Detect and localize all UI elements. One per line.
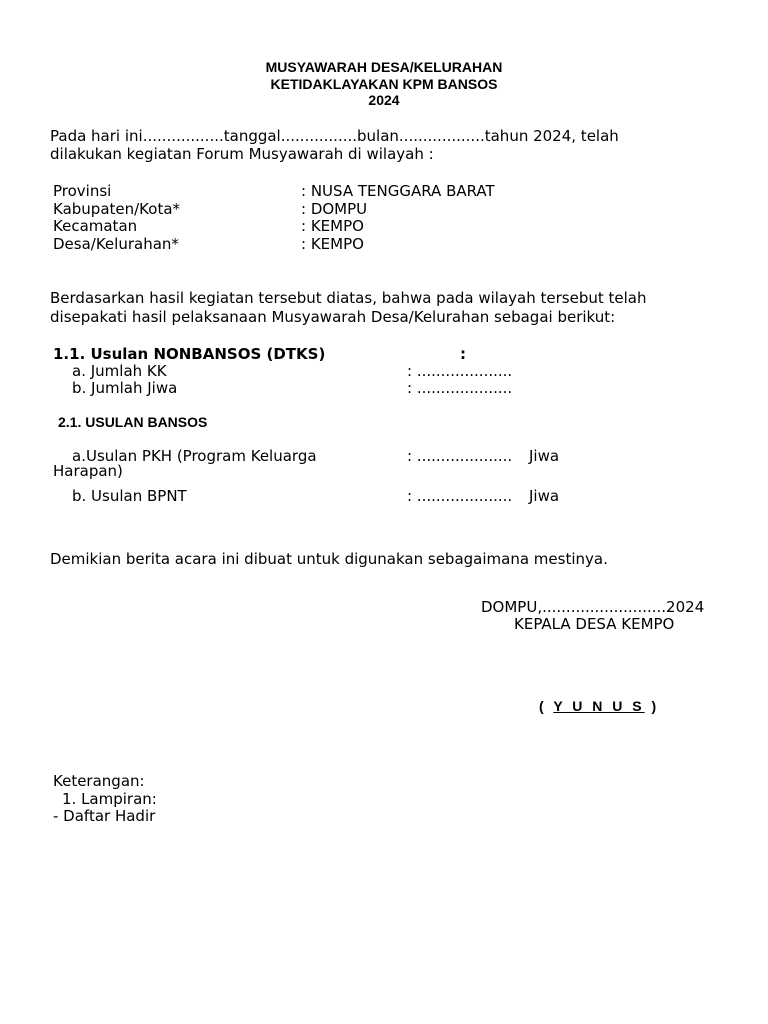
bansos-pkh-value: : ....................	[407, 447, 513, 465]
notes-item-daftar-hadir: - Daftar Hadir	[53, 807, 156, 825]
notes-item-lampiran: 1. Lampiran:	[62, 790, 157, 808]
bansos-bpnt-value: : ....................	[407, 487, 513, 505]
signature-open-paren: (	[539, 698, 547, 714]
basis-line-2: disepakati hasil pelaksanaan Musyawarah Desa/Kelurahan sebagai berikut:	[50, 308, 616, 326]
signature-name	[539, 698, 659, 715]
nonbansos-heading: 1.1. Usulan NONBANSOS (DTKS)	[53, 345, 326, 363]
signature-position: KEPALA DESA KEMPO	[514, 615, 675, 633]
nonbansos-item-kk-label: a. Jumlah KK	[72, 362, 167, 380]
document-title-line-1: MUSYAWARAH DESA/KELURAHAN	[265, 59, 503, 75]
region-value-kecamatan: : KEMPO	[301, 217, 364, 235]
bansos-heading: 2.1. USULAN BANSOS	[58, 414, 208, 430]
bansos-pkh-unit: Jiwa	[529, 447, 560, 465]
bansos-pkh-label-line-2: Harapan)	[53, 462, 123, 480]
nonbansos-item-kk-value: : ....................	[407, 362, 513, 380]
closing-statement: Demikian berita acara ini dibuat untuk digunakan sebagaimana mestinya.	[50, 550, 608, 568]
intro-line-2: dilakukan kegiatan Forum Musyawarah di wilayah :	[50, 145, 434, 163]
document-title-line-2: KETIDAKLAYAKAN KPM BANSOS	[270, 76, 498, 92]
region-value-kabupaten: : DOMPU	[301, 200, 368, 218]
region-value-provinsi: : NUSA TENGGARA BARAT	[301, 182, 495, 200]
region-label-kabupaten: Kabupaten/Kota*	[53, 200, 181, 218]
bansos-bpnt-unit: Jiwa	[529, 487, 560, 505]
notes-heading: Keterangan:	[53, 772, 145, 790]
region-label-desa: Desa/Kelurahan*	[53, 235, 179, 253]
basis-line-1: Berdasarkan hasil kegiatan tersebut diatas, bahwa pada wilayah tersebut telah	[50, 289, 647, 307]
signature-place-date: DOMPU,..........................2024	[481, 598, 705, 616]
document-title-year: 2024	[368, 92, 400, 108]
nonbansos-item-jiwa-label: b. Jumlah Jiwa	[72, 379, 178, 397]
region-label-provinsi: Provinsi	[53, 182, 112, 200]
region-label-kecamatan: Kecamatan	[53, 217, 138, 235]
nonbansos-item-jiwa-value: : ....................	[407, 379, 513, 397]
bansos-pkh-label-line-1: a.Usulan PKH (Program Keluarga	[72, 447, 317, 465]
nonbansos-heading-colon: :	[460, 345, 466, 363]
intro-line-1: Pada hari ini.................tanggal................bulan..................tahun 2024, telah	[50, 127, 619, 145]
signature-name-text: Y U N U S	[553, 698, 645, 714]
region-value-desa: : KEMPO	[301, 235, 364, 253]
signature-close-paren: )	[651, 698, 660, 714]
bansos-bpnt-label: b. Usulan BPNT	[72, 487, 187, 505]
